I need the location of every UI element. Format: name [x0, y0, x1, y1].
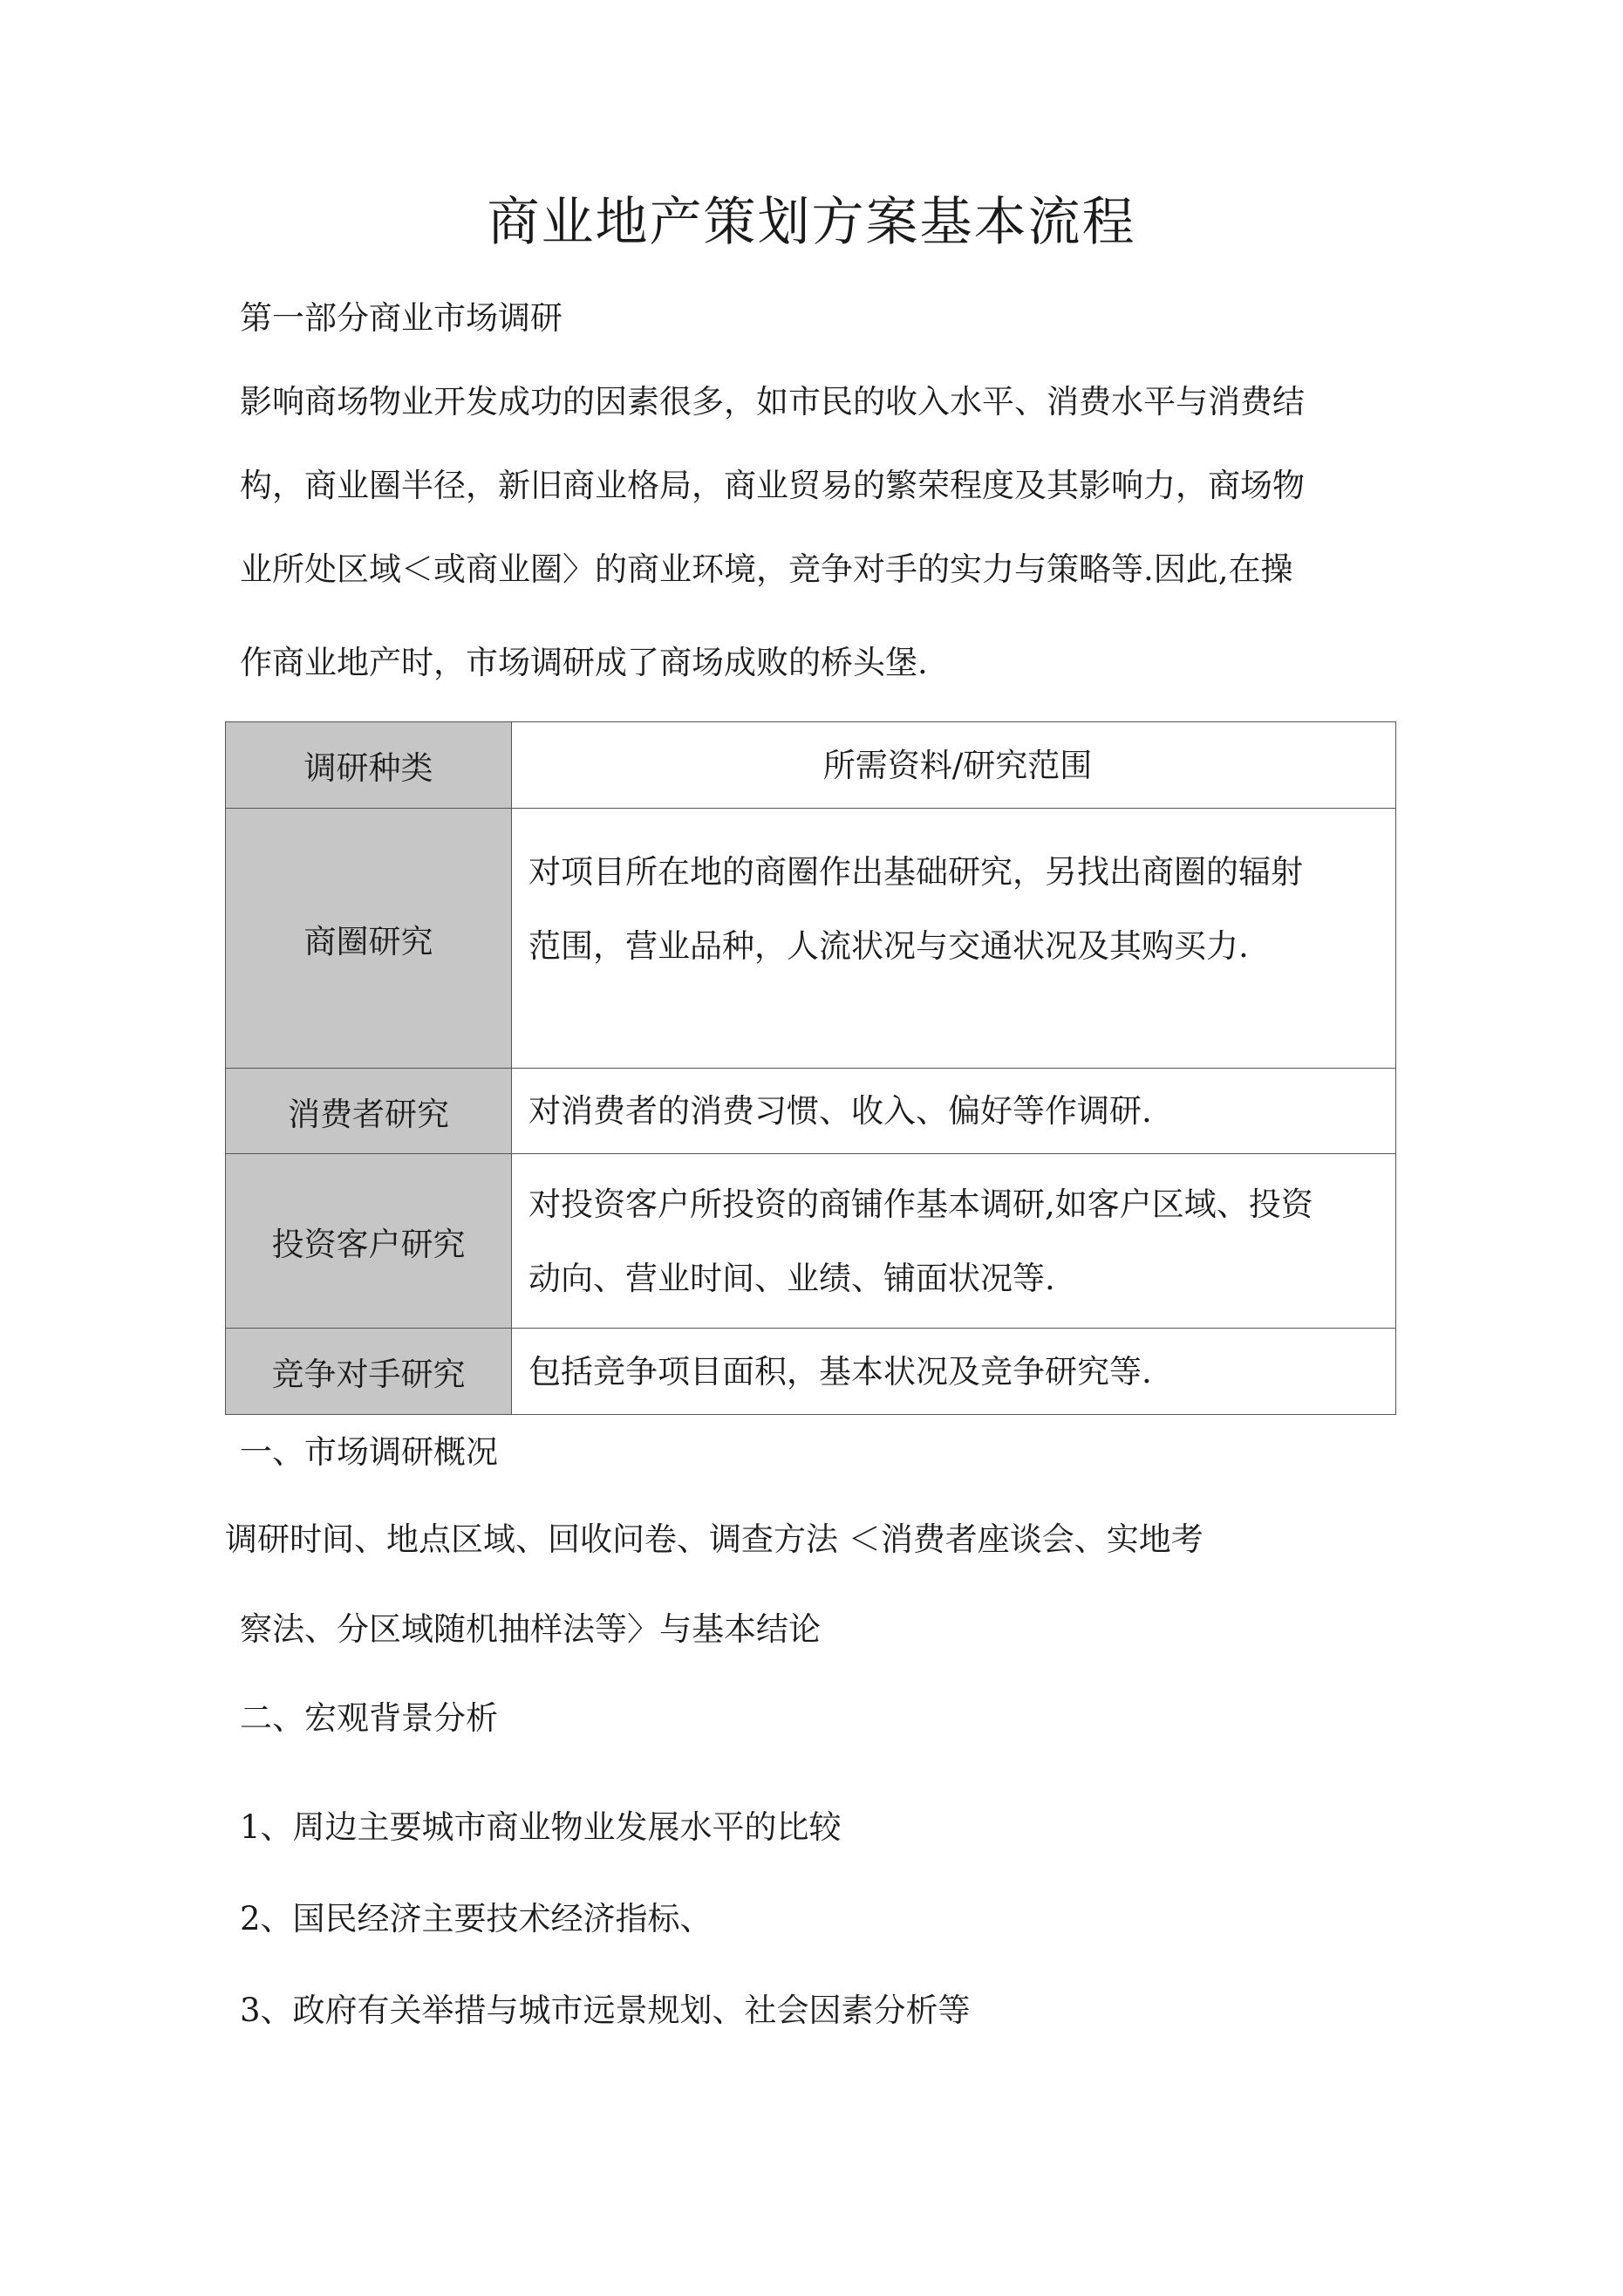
table-cell-category: 商圈研究: [226, 809, 512, 1069]
section-two-item-1: 1、周边主要城市商业物业发展水平的比较: [240, 1808, 842, 1846]
table-header-description: 所需资料/研究范围: [512, 722, 1396, 809]
table-header-row: [226, 722, 1396, 809]
section-one-heading: 一、市场调研概况: [240, 1433, 498, 1471]
section-heading: 第一部分商业市场调研: [240, 299, 563, 337]
table-row: [226, 809, 1396, 1069]
table-row: [226, 1329, 1396, 1415]
table-cell-description: [512, 1069, 1396, 1154]
description-line: 包括竞争项目面积，基本状况及竞争研究等.: [528, 1352, 1152, 1391]
table-cell-category: 竞争对手研究: [226, 1329, 512, 1415]
section-two-item-2: 2、国民经济主要技术经济指标、: [240, 1900, 713, 1937]
intro-line-4: 作商业地产时，市场调研成了商场成败的桥头堡.: [240, 644, 928, 681]
section-two-heading: 二、宏观背景分析: [240, 1699, 498, 1737]
description-line: 对项目所在地的商圈作出基础研究，另找出商圈的辐射: [528, 853, 1303, 891]
intro-line-1: 影响商场物业开发成功的因素很多，如市民的收入水平、消费水平与消费结: [240, 383, 1305, 420]
description-line: 对消费者的消费习惯、收入、偏好等作调研.: [528, 1092, 1152, 1130]
document-title: 商业地产策划方案基本流程: [487, 192, 1136, 253]
section-one-line-2: 察法、分区域随机抽样法等〉与基本结论: [240, 1610, 821, 1648]
section-one-line-1: 调研时间、地点区域、回收问卷、调查方法 ＜消费者座谈会、实地考: [225, 1520, 1204, 1558]
research-table: [225, 721, 1396, 1415]
table-row: [226, 1154, 1396, 1329]
section-two-item-3: 3、政府有关举措与城市远景规划、社会因素分析等: [240, 1992, 971, 2029]
description-line: 动向、营业时间、业绩、铺面状况等.: [528, 1259, 1055, 1297]
description-line: 范围，营业品种，人流状况与交通状况及其购买力.: [528, 927, 1249, 965]
table-cell-category: 投资客户研究: [226, 1154, 512, 1329]
table-cell-description: [512, 1154, 1396, 1329]
description-line: 对投资客户所投资的商铺作基本调研,如客户区域、投资: [528, 1185, 1313, 1223]
intro-line-2: 构，商业圈半径，新旧商业格局，商业贸易的繁荣程度及其影响力，商场物: [240, 467, 1305, 504]
intro-line-3: 业所处区域＜或商业圈〉的商业环境，竞争对手的实力与策略等.因此,在操: [240, 550, 1293, 588]
table-header-category: 调研种类: [226, 722, 512, 809]
table-cell-description: [512, 1329, 1396, 1415]
table-cell-description: [512, 809, 1396, 1069]
table-row: [226, 1069, 1396, 1154]
table-cell-category: 消费者研究: [226, 1069, 512, 1154]
